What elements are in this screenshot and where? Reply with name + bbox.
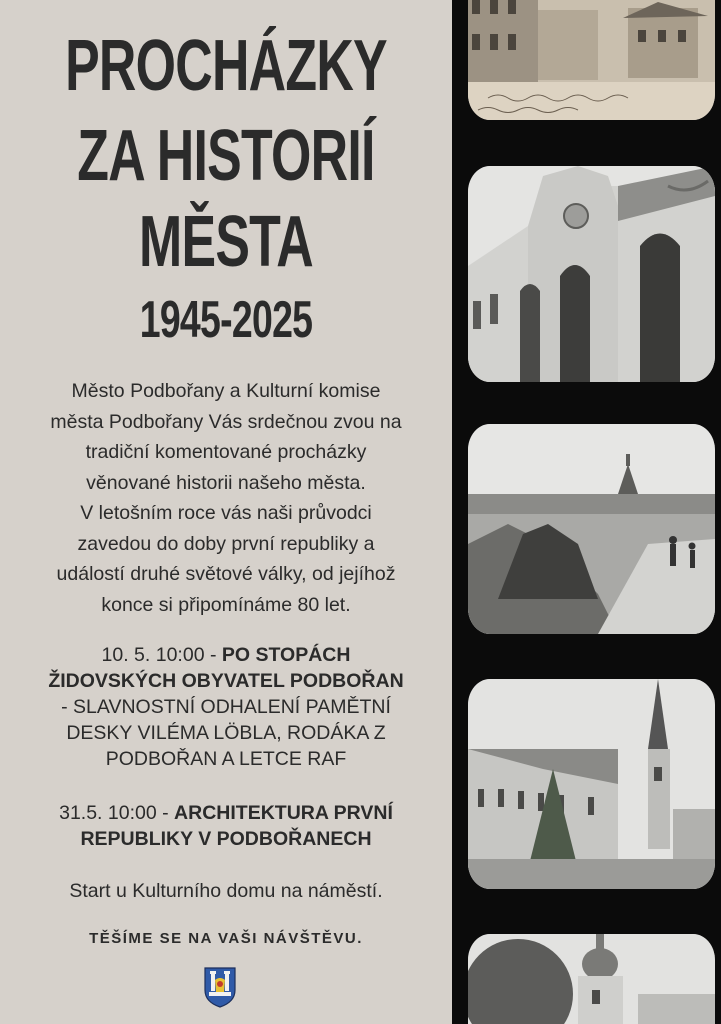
event-2-title-a: ARCHITEKTURA PRVNÍ [174, 802, 393, 824]
intro-line: konce si připomínáme 80 let. [101, 593, 351, 616]
title-years: 1945-2025 [139, 291, 313, 349]
event-1 [14, 642, 438, 772]
intro-line: města Podbořany Vás srdečnou zvou na [50, 410, 402, 433]
event-1-desc-line: PODBOŘAN A LETCE RAF [105, 748, 347, 770]
event-1-title-a: PO STOPÁCH [221, 644, 351, 666]
intro-line: věnované historii našeho města. [86, 471, 366, 494]
church-dome-photo [468, 934, 715, 1024]
intro-line: Město Podbořany a Kulturní komise [71, 380, 381, 402]
town-crest-icon [203, 966, 237, 1008]
event-1-title-b: ŽIDOVSKÝCH OBYVATEL PODBOŘAN [48, 670, 404, 692]
intro-line: tradiční komentované procházky [85, 441, 367, 463]
title-line-3: MĚSTA [139, 202, 313, 282]
synagogue-facade-photo [468, 166, 715, 382]
field-haystacks-photo [468, 424, 715, 634]
title-line-2: ZA HISTORIÍ [77, 116, 375, 196]
intro-paragraph [14, 376, 438, 620]
event-2 [14, 800, 438, 852]
intro-line: událostí druhé světové války, od jejíhož [56, 563, 396, 585]
intro-line: zavedou do doby první republiky a [77, 532, 375, 555]
church-tower-street-photo [468, 679, 715, 889]
start-location: Start u Kulturního domu na náměstí. [69, 880, 383, 902]
intro-line: V letošním roce vás naši průvodci [80, 502, 372, 524]
event-2-datetime: 31.5. 10:00 - [59, 802, 175, 824]
title-line-1: PROCHÁZKY [65, 26, 387, 106]
event-2-title-b: REPUBLIKY V PODBOŘANECH [80, 828, 372, 850]
event-1-desc-line: DESKY VILÉMA LÖBLA, RODÁKA Z [66, 722, 386, 744]
event-1-datetime: 10. 5. 10:00 - [101, 644, 222, 666]
event-1-desc-line: - SLAVNOSTNÍ ODHALENÍ PAMĚTNÍ [61, 696, 391, 718]
historic-street-photo [468, 0, 715, 120]
closing-text: TĚŠÍME SE NA VAŠI NÁVŠTĚVU. [89, 930, 363, 947]
